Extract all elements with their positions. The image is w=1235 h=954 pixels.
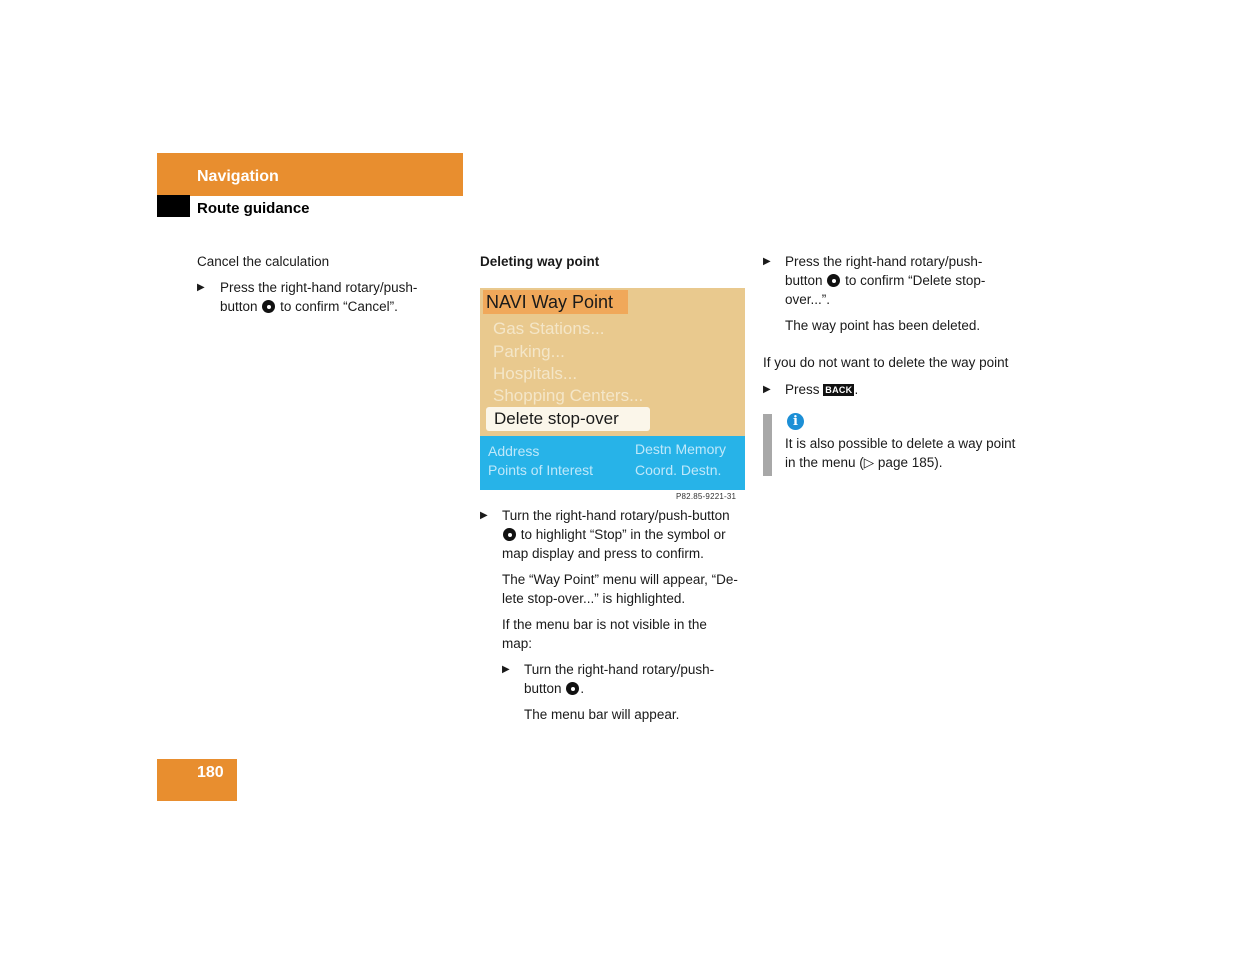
col3-step2: Press BACK . xyxy=(785,382,859,397)
bullet-icon: ▶ xyxy=(763,384,771,395)
header-marker xyxy=(157,195,190,217)
rotary-knob-icon xyxy=(827,274,840,287)
col1-step1: Press the right-hand rotary/push- button to confirm “Cancel”. xyxy=(220,280,418,314)
rotary-knob-icon xyxy=(566,682,579,695)
screen-bar-item: Destn Memory xyxy=(635,441,727,457)
col2-substep: Turn the right-hand rotary/push- button . xyxy=(524,662,715,696)
info-box-bar xyxy=(763,414,772,476)
screen-menu-item: Gas Stations... xyxy=(493,319,605,338)
col2-condition: If the menu bar is not visible in the map: xyxy=(502,617,707,651)
bullet-icon: ▶ xyxy=(480,510,488,521)
subsection-title: Route guidance xyxy=(197,200,310,217)
section-title: Navigation xyxy=(197,168,279,185)
bullet-icon: ▶ xyxy=(502,664,510,675)
rotary-knob-icon xyxy=(503,528,516,541)
back-key-icon: BACK xyxy=(825,385,853,395)
screen-menu-item: Parking... xyxy=(493,342,565,361)
info-icon: i xyxy=(787,413,804,430)
image-caption: P82.85-9221-31 xyxy=(676,492,737,501)
col3-condition: If you do not want to delete the way point xyxy=(763,355,1009,370)
rotary-knob-icon xyxy=(262,300,275,313)
screen-menu-bar xyxy=(480,436,745,490)
bullet-icon: ▶ xyxy=(197,282,205,293)
screen-bar-item: Coord. Destn. xyxy=(635,462,722,478)
col2-step1: Turn the right-hand rotary/push-button to highlight “Stop” in the symbol or map display and press to confirm. xyxy=(502,508,730,561)
screen-menu-item: Hospitals... xyxy=(493,364,578,383)
col2-heading: Deleting way point xyxy=(480,254,600,269)
screen-selected-item: Delete stop-over xyxy=(494,409,619,428)
col3-result1: The way point has been deleted. xyxy=(785,318,981,333)
info-text: It is also possible to delete a way point in the menu (▷ page 185). xyxy=(785,436,1016,470)
navi-screen-image xyxy=(480,288,745,490)
col3-step1: Press the right-hand rotary/push- button to confirm “Delete stop- over...”. xyxy=(785,254,986,307)
screen-menu-item: Shopping Centers... xyxy=(493,386,644,405)
col2-substep-result: The menu bar will appear. xyxy=(524,707,680,722)
header-rule xyxy=(190,195,463,196)
page-number: 180 xyxy=(197,764,224,781)
col1-heading: Cancel the calculation xyxy=(197,254,330,269)
screen-title: NAVI Way Point xyxy=(486,292,614,312)
screen-bar-item: Address xyxy=(488,443,540,459)
col2-result1: The “Way Point” menu will appear, “De- lete stop-over...” is highlighted. xyxy=(502,572,738,606)
bullet-icon: ▶ xyxy=(763,256,771,267)
screen-bar-item: Points of Interest xyxy=(488,462,594,478)
